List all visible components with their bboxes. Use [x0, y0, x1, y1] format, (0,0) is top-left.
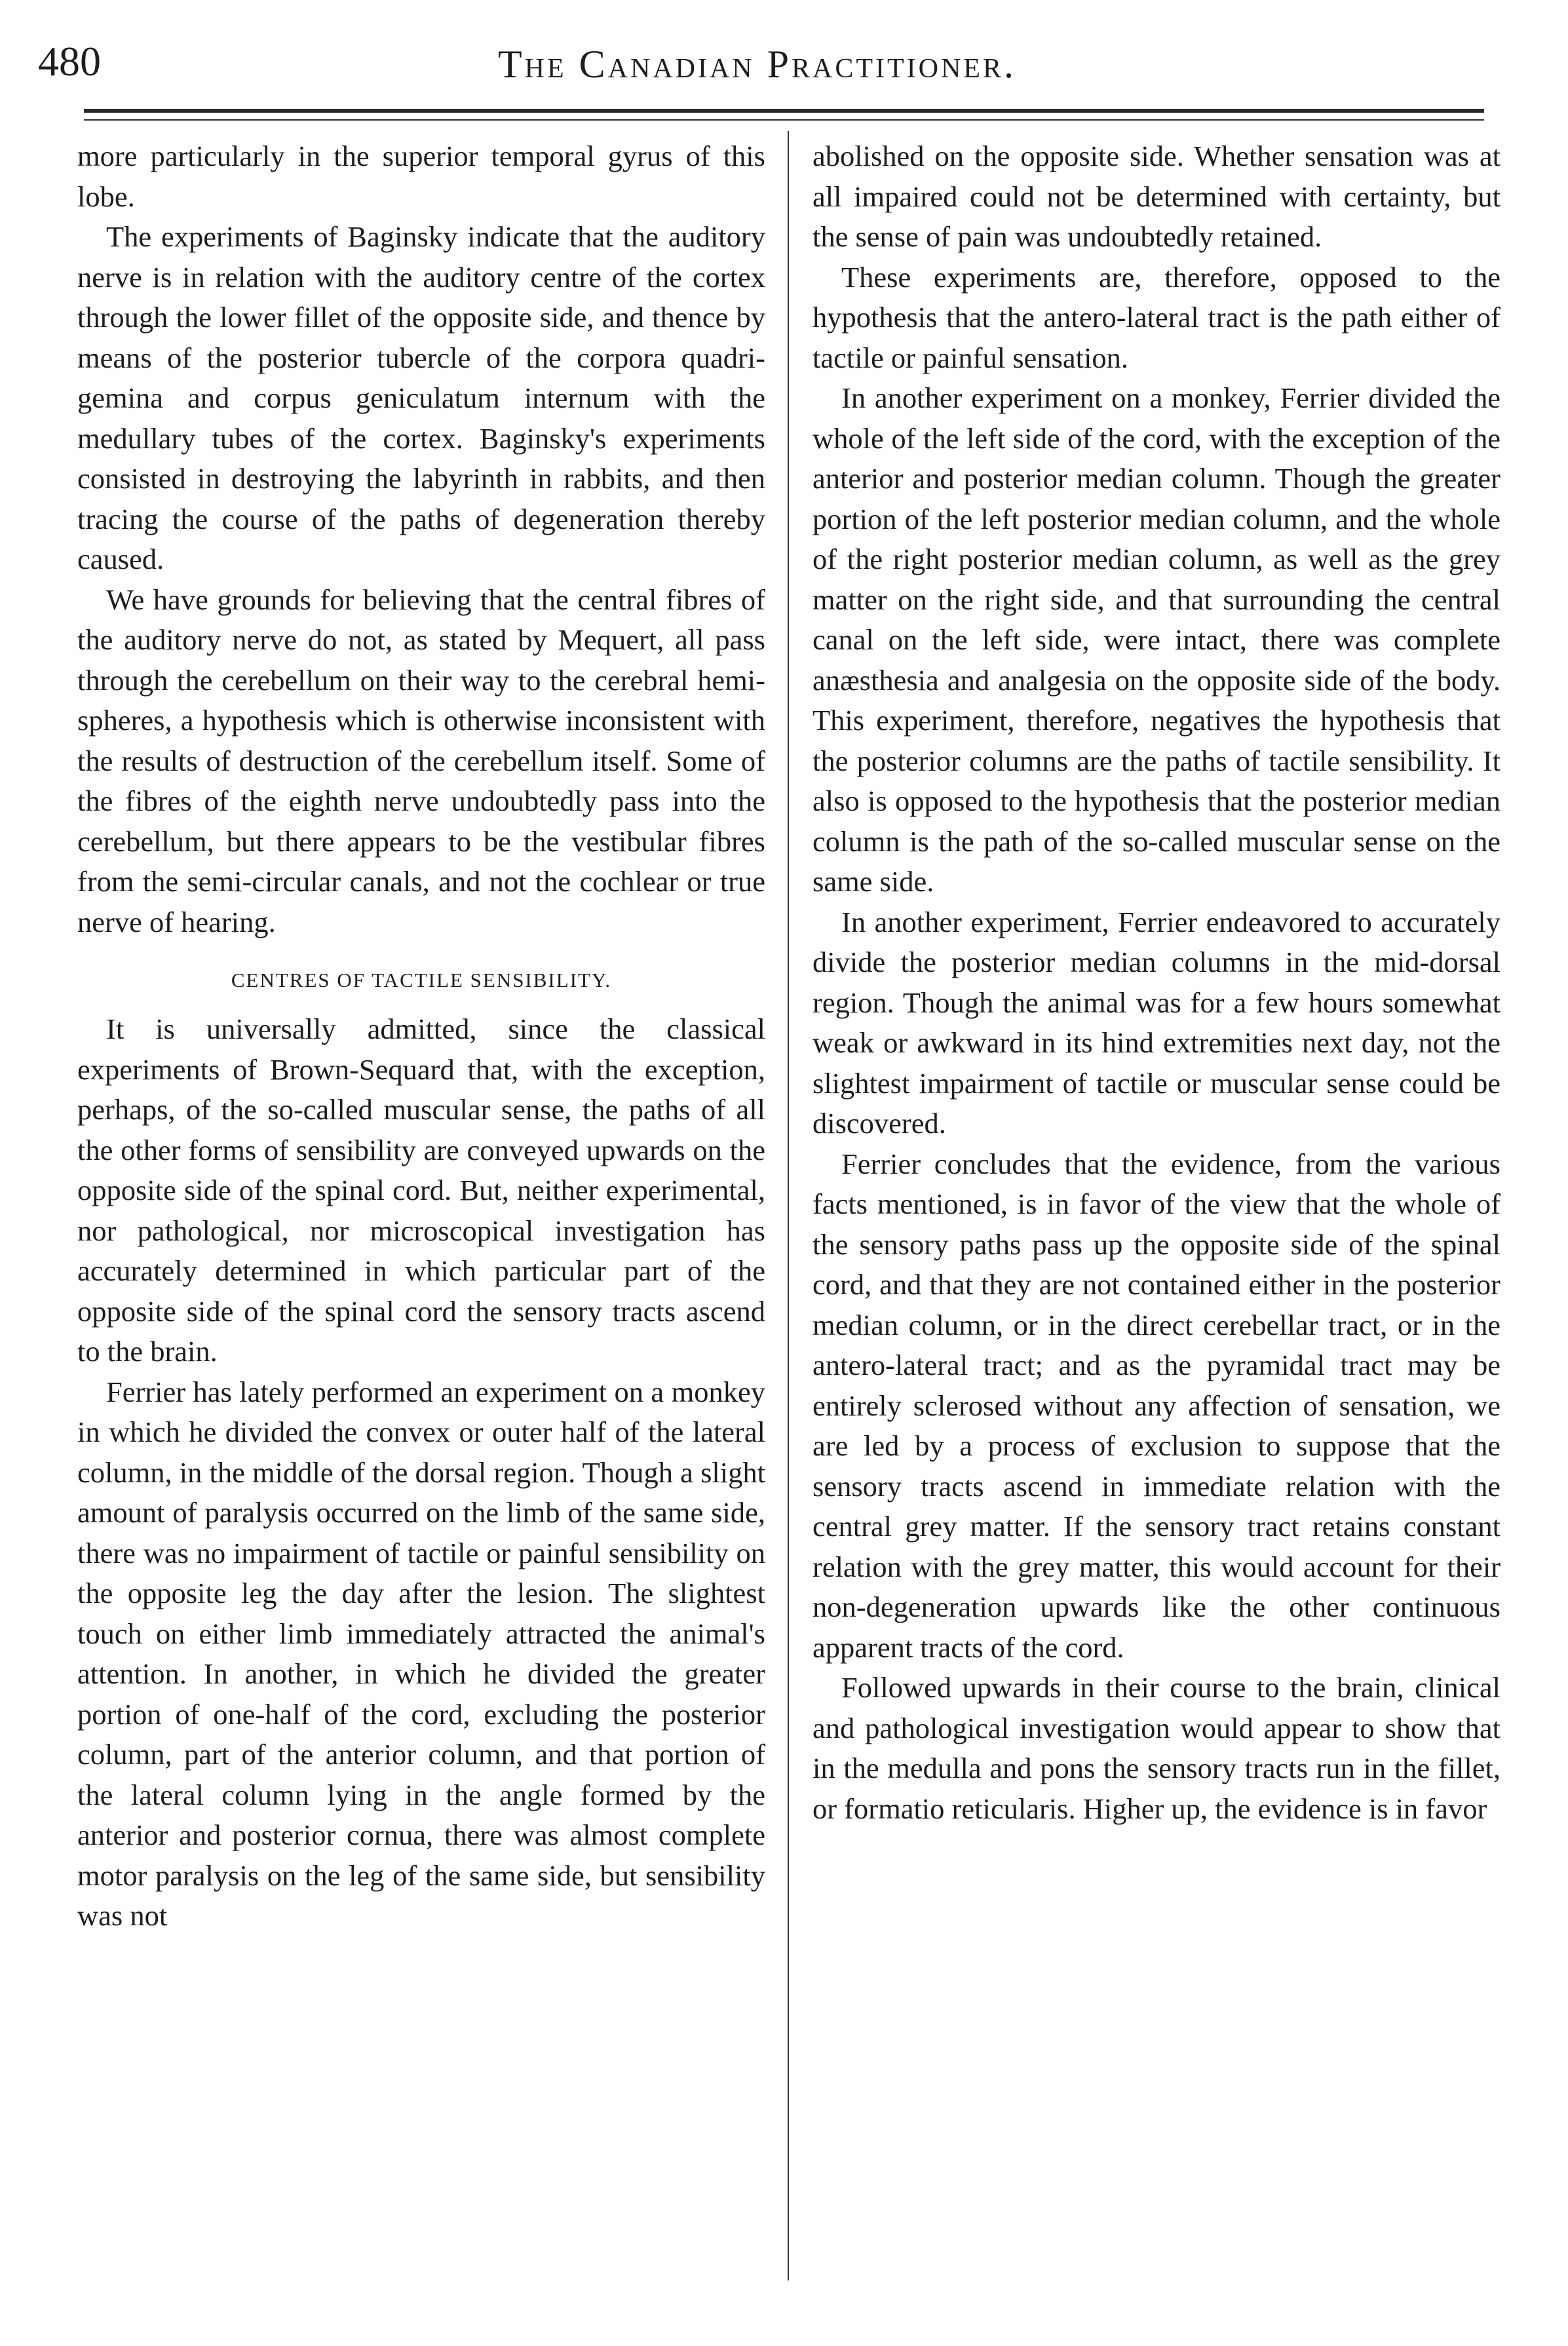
section-heading: CENTRES OF TACTILE SENSIBILITY.	[231, 969, 612, 991]
right-paragraph-3: In another experiment on a monkey, Ferrier divided the whole of the left side of the cord, with the exception of the anterior and posterior median column. Though the greater portion of the left posterior median column, and the whole of the right posterior median column, as well as the grey matter on the right side, and that surrounding the central canal on the left side, were intact, there was complete anæsthesia and analgesia on the opposite side of the body. This experiment, therefore, negatives the hypothesis that the posterior columns are the paths of tactile sensibility. It also is opposed to the hypothesis that the posterior median column is the path of the so-called muscular sense on the same side.	[813, 381, 1501, 898]
left-paragraph-1: more particularly in the superior temporal gyrus of this lobe.	[77, 140, 765, 213]
page-number: 480	[38, 38, 101, 85]
right-column	[813, 136, 1501, 1829]
header-rule-thick	[84, 109, 1484, 113]
left-paragraph-4: It is universally admitted, since the classical experiments of Brown-Sequard that, with the exception, perhaps, of the so-called muscular sense, the paths of all the other forms of sensibility are conveyed upwards on the opposite side of the spinal cord. But, neither experimental, nor pathological, nor microscopical investigation has accurately determined in which particular part of the opposite side of the spinal cord the sensory tracts ascend to the brain.	[77, 1012, 765, 1368]
left-paragraph-3: We have grounds for believing that the central fibres of the auditory nerve do not, as stated by Mequert, all pass through the cerebellum on their way to the cerebral hemispheres, a hypothesis which is otherwise inconsistent with the results of destruction of the cerebellum itself. Some of the fibres of the eighth nerve undoubtedly pass into the cerebellum, but there appears to be the vestibular fibres from the semi-circular canals, and not the cochlear or true nerve of hearing.	[77, 583, 765, 938]
right-paragraph-6: Followed upwards in their course to the brain, clinical and pathological investigation would appear to show that in the medulla and pons the sensory tracts run in the fillet, or formatio reticularis. Higher up, the evidence is in favor	[813, 1671, 1501, 1825]
column-divider	[788, 131, 789, 2280]
right-paragraph-5: Ferrier concludes that the evidence, from the various facts mentioned, is in favor of the view that the whole of the sensory paths pass up the opposite side of the spinal cord, and that they are not contained either in the posterior median column, or in the direct cerebellar tract, or in the antero-lateral tract; and as the pyramidal tract may be entirely sclerosed without any affection of sensation, we are led by a process of exclusion to suppose that the sensory tracts ascend in immediate relation with the central grey matter. If the sensory tract retains constant relation with the grey matter, this would account for their non-degeneration upwards like the other continuous apparent tracts of the cord.	[813, 1147, 1501, 1664]
header-rule-thin	[84, 119, 1484, 121]
left-paragraph-5: Ferrier has lately performed an experiment on a monkey in which he divided the convex or outer half of the lateral column, in the middle of the dorsal region. Though a slight amount of paralysis occurred on the limb of the same side, there was no impairment of tactile or painful sensibility on the opposite leg the day after the lesion. The slightest touch on either limb immediately attracted the animal's attention. In another, in which he divided the greater portion of one-half of the cord, excluding the posterior column, part of the anterior column, and that portion of the lateral column lying in the angle formed by the anterior and posterior cornua, there was almost complete motor paralysis on the leg of the same side, but sensibility was not	[77, 1375, 765, 1932]
right-paragraph-2: These experiments are, therefore, opposed to the hypothesis that the antero-lateral tract is the path either of tactile or painful sensation.	[813, 260, 1501, 374]
left-paragraph-2: The experiments of Baginsky indicate that the auditory nerve is in relation with the auditory centre of the cortex through the lower fillet of the opposite side, and thence by means of the posterior tubercle of the corpora quadrigemina and corpus geniculatum internum with the medullary tubes of the cortex. Baginsky's experiments consisted in destroying the labyrinth in rabbits, and then tracing the course of the paths of degeneration thereby caused.	[77, 220, 765, 575]
right-paragraph-1: abolished on the opposite side. Whether sensation was at all impaired could not be determined with certainty, but the sense of pain was undoubtedly retained.	[813, 140, 1501, 253]
right-paragraph-4: In another experiment, Ferrier endeavored to accurately divide the posterior median columns in the mid-dorsal region. Though the animal was for a few hours somewhat weak or awkward in its hind extremities next day, not the slightest impairment of tactile or muscular sense could be discovered.	[813, 905, 1501, 1140]
left-column	[77, 136, 765, 1936]
running-title: The Canadian Practitioner.	[498, 43, 1016, 86]
